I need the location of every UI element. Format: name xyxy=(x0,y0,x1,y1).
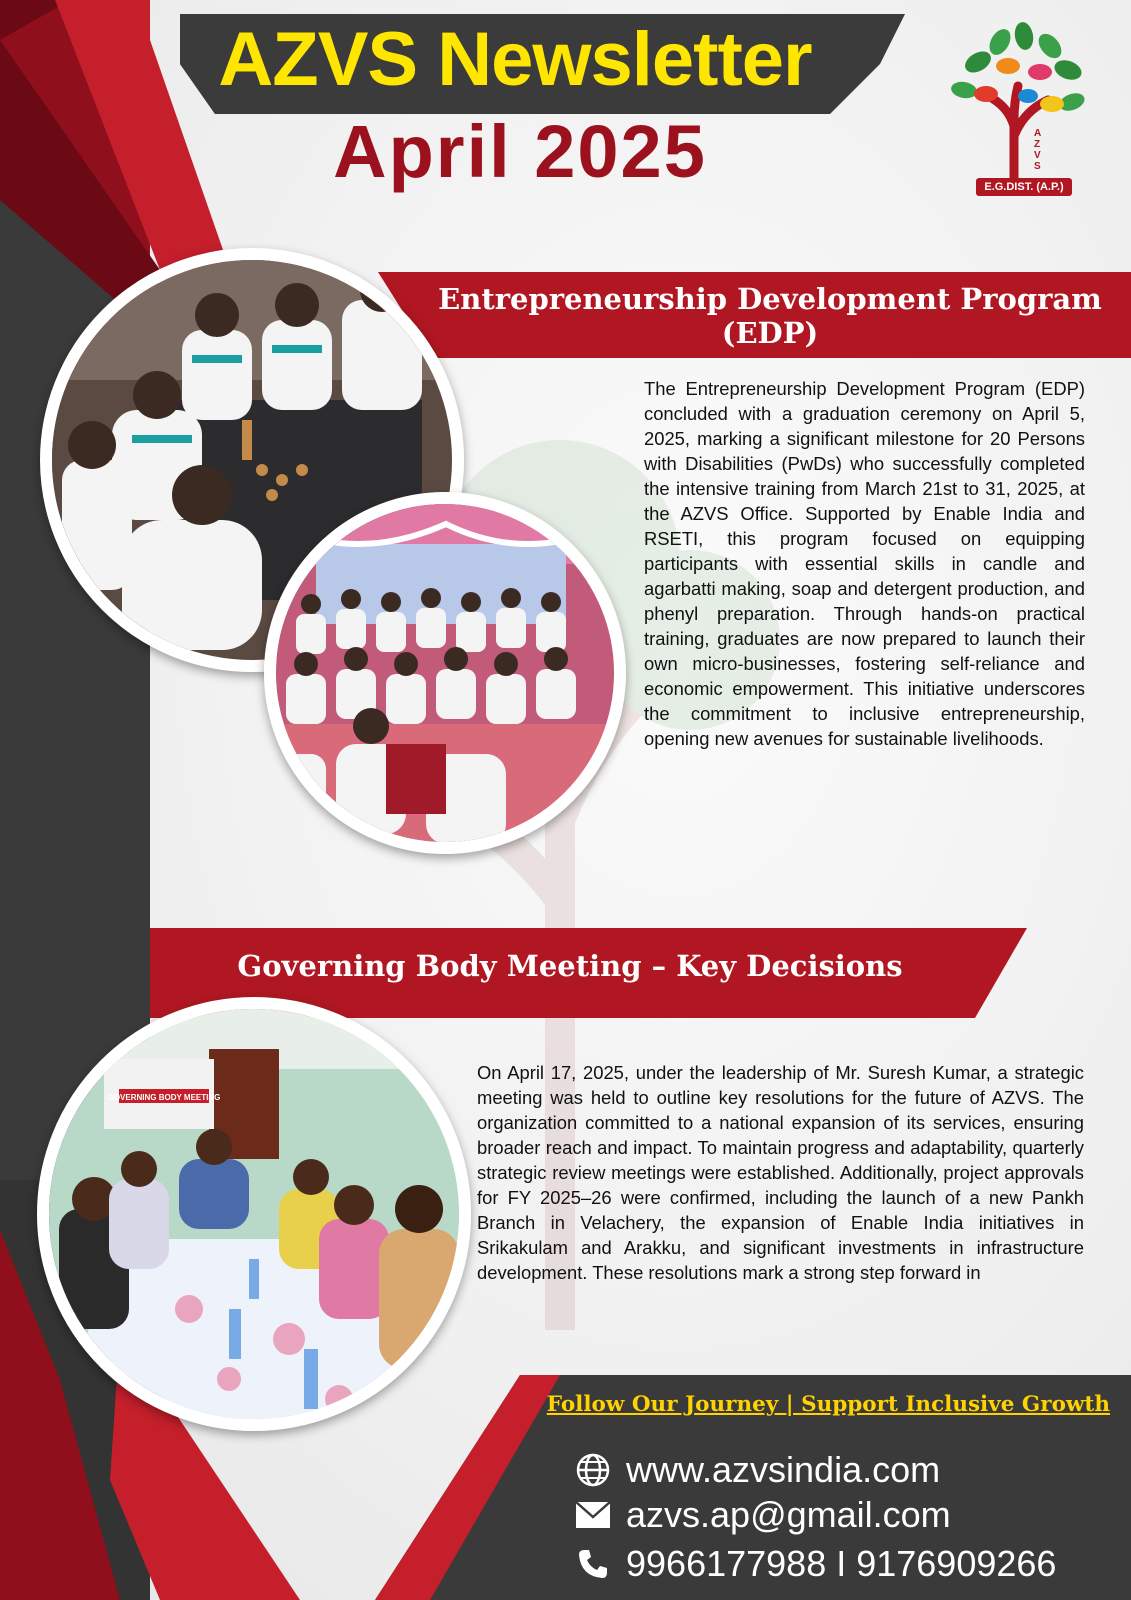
mail-icon xyxy=(574,1496,612,1534)
newsletter-title: AZVS Newsletter xyxy=(218,17,812,102)
edp-graduation-photo xyxy=(264,492,626,854)
edp-heading-line1: Entrepreneurship Development Program xyxy=(438,282,1102,316)
azvs-logo xyxy=(948,16,1090,196)
website-contact[interactable] xyxy=(574,1449,940,1491)
phone-numbers[interactable]: 9966177988 I 9176909266 xyxy=(626,1543,1057,1584)
edp-body: The Entrepreneurship Development Program (EDP) concluded with a graduation ceremony on April 5, 2025, marking a significant milestone for 20 Persons with Disabilities (PwDs) who successfully completed the intensive training from March 21st to 31, 2025, at the AZVS Office. Supported by Enable India and RSETI, this program focused on equipping participants with essential skills in candle and agarbatti making, soap and detergent production, and phenyl preparation. Through hands-on practical training, graduates are now prepared to launch their own micro-businesses, fostering self-reliance and economic empowerment. This initiative underscores the commitment to inclusive entrepreneurship, opening new avenues for sustainable livelihoods. xyxy=(644,378,1085,749)
newsletter-month: April 2025 xyxy=(333,110,707,193)
governing-body-body: On April 17, 2025, under the leadership of Mr. Suresh Kumar, a strategic meeting was held to outline key resolutions for the future of AZVS. The organization committed to a national expansion of its services, ensuring broader reach and impact. To maintain progress and adaptability, quarterly strategic review meetings were established. Additionally, project approvals for FY 2025–26 were confirmed, including the launch of a new Pankh Branch in Velachery, the expansion of Enable India initiatives in Srikakulam and Arakku, and significant investments in infrastructure development. These resolutions mark a strong step forward in xyxy=(477,1062,1084,1283)
website-link[interactable]: www.azvsindia.com xyxy=(626,1449,941,1490)
phone-icon xyxy=(574,1545,612,1583)
logo-tagline: E.G.DIST. (A.P.) xyxy=(976,178,1072,196)
edp-heading-line2: (EDP) xyxy=(721,316,819,350)
globe-icon xyxy=(574,1451,612,1489)
email-contact[interactable] xyxy=(574,1494,951,1536)
edp-heading xyxy=(420,282,1120,350)
meeting-banner-text: GOVERNING BODY MEETING xyxy=(107,1093,221,1102)
logo-letters: A Z V S xyxy=(1034,128,1042,172)
footer-tagline[interactable]: Follow Our Journey | Support Inclusive Growth xyxy=(546,1392,1110,1417)
governing-body-heading: Governing Body Meeting – Key Decisions xyxy=(237,949,903,983)
governing-body-photo xyxy=(37,997,471,1431)
phone-contact[interactable] xyxy=(574,1543,1056,1585)
email-link[interactable]: azvs.ap@gmail.com xyxy=(626,1494,951,1535)
